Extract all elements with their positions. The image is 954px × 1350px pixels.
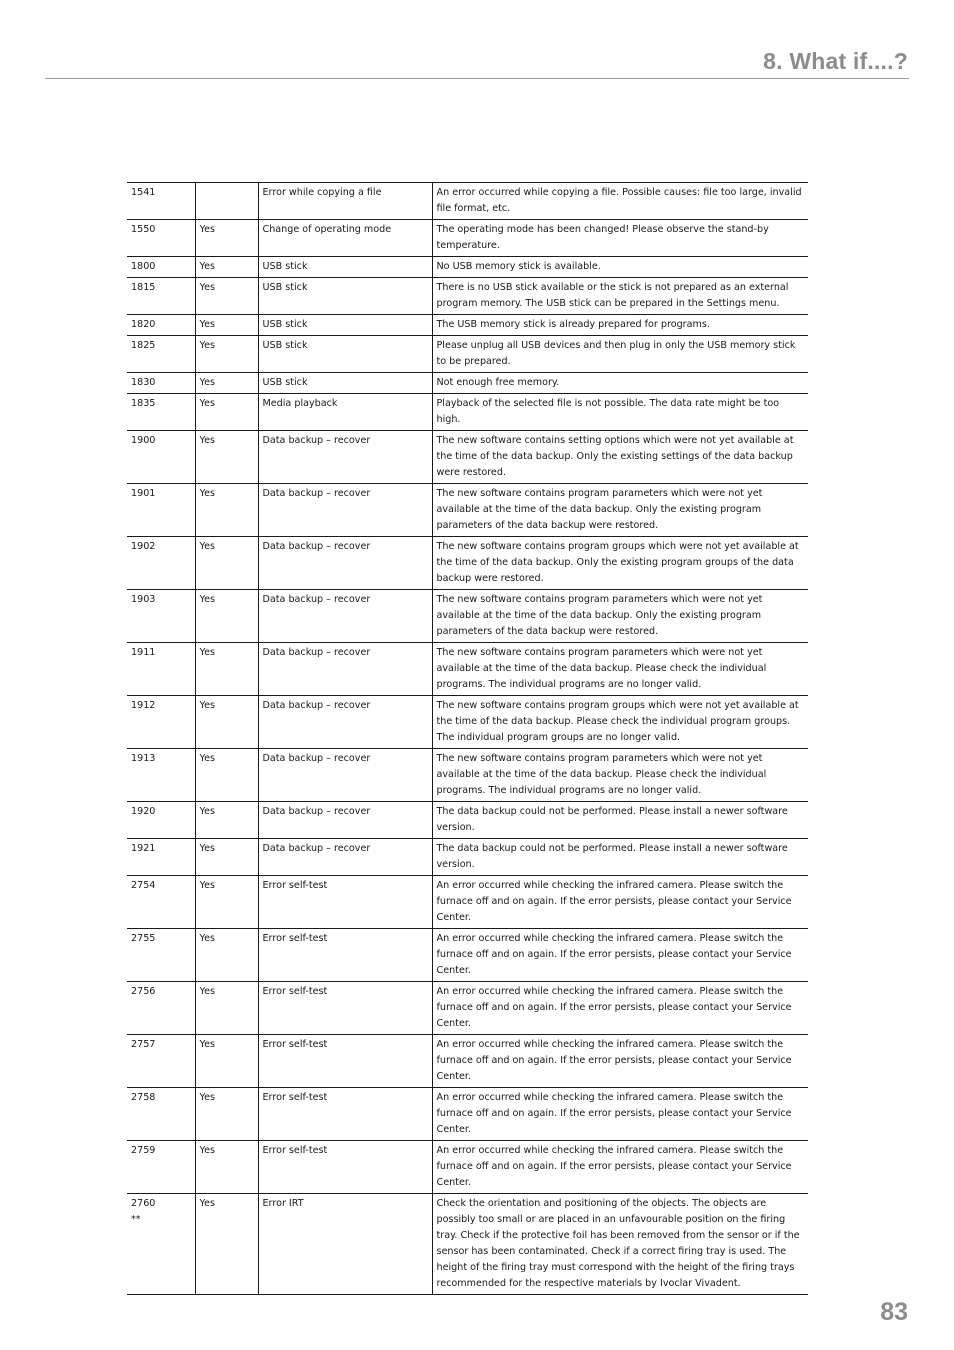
error-description-cell: An error occurred while copying a file. Possible causes: file too large, invalid file format, etc.: [432, 183, 808, 220]
table-row: [127, 839, 808, 876]
table-row: [127, 373, 808, 394]
table-row: [127, 749, 808, 802]
acknowledge-cell: Yes: [195, 643, 258, 696]
error-title-cell: Data backup – recover: [258, 431, 432, 484]
error-code-cell: [127, 394, 195, 431]
error-description-cell: The new software contains program parameters which were not yet available at the time of the data backup. Only the existing program parameters of the data backup were restored.: [432, 590, 808, 643]
table-row: [127, 278, 808, 315]
error-code-cell: [127, 643, 195, 696]
error-code: 2758: [131, 1092, 156, 1103]
error-code: 1815: [131, 282, 156, 293]
error-code-table: [127, 182, 808, 1295]
error-description-cell: An error occurred while checking the infrared camera. Please switch the furnace off and on again. If the error persists, please contact your Service Center.: [432, 1141, 808, 1194]
error-code-cell: [127, 257, 195, 278]
table-row: [127, 537, 808, 590]
error-description-cell: The new software contains program groups which were not yet available at the time of the data backup. Please check the individual program groups. The individual program groups are no longer valid.: [432, 696, 808, 749]
table-row: [127, 394, 808, 431]
error-title-cell: Error while copying a file: [258, 183, 432, 220]
error-title-cell: Data backup – recover: [258, 696, 432, 749]
acknowledge-cell: Yes: [195, 257, 258, 278]
table-row: [127, 1141, 808, 1194]
error-description-cell: Playback of the selected file is not possible. The data rate might be too high.: [432, 394, 808, 431]
error-code: 1901: [131, 488, 156, 499]
error-code: 1912: [131, 700, 156, 711]
error-code-footnote: **: [131, 1214, 141, 1225]
error-code: 2755: [131, 933, 156, 944]
table-row: [127, 929, 808, 982]
acknowledge-cell: Yes: [195, 484, 258, 537]
error-code-cell: [127, 336, 195, 373]
error-title-cell: Data backup – recover: [258, 839, 432, 876]
error-table-body: [127, 183, 808, 1295]
error-code: 2754: [131, 880, 156, 891]
error-code-cell: [127, 590, 195, 643]
error-description-cell: The data backup could not be performed. Please install a newer software version.: [432, 802, 808, 839]
error-title-cell: USB stick: [258, 373, 432, 394]
error-description-cell: An error occurred while checking the infrared camera. Please switch the furnace off and on again. If the error persists, please contact your Service Center.: [432, 1088, 808, 1141]
error-code: 2760: [131, 1198, 156, 1209]
error-code: 1902: [131, 541, 156, 552]
error-title-cell: Error self-test: [258, 982, 432, 1035]
page-title: 8. What if....?: [763, 48, 908, 74]
acknowledge-cell: Yes: [195, 336, 258, 373]
error-code: 1900: [131, 435, 156, 446]
error-title-cell: Data backup – recover: [258, 590, 432, 643]
error-title-cell: Error self-test: [258, 1035, 432, 1088]
table-row: [127, 336, 808, 373]
error-code-cell: [127, 696, 195, 749]
table-row: [127, 1194, 808, 1295]
error-title-cell: Change of operating mode: [258, 220, 432, 257]
error-title-cell: Data backup – recover: [258, 537, 432, 590]
error-title-cell: USB stick: [258, 278, 432, 315]
error-code-cell: [127, 484, 195, 537]
table-row: [127, 431, 808, 484]
error-title-cell: USB stick: [258, 315, 432, 336]
header-divider: [45, 78, 909, 79]
table-row: [127, 1035, 808, 1088]
error-title-cell: Data backup – recover: [258, 802, 432, 839]
error-code: 1913: [131, 753, 156, 764]
acknowledge-cell: Yes: [195, 1194, 258, 1295]
error-description-cell: The new software contains setting options which were not yet available at the time of the data backup. Only the existing settings of the data backup were restored.: [432, 431, 808, 484]
error-code: 1921: [131, 843, 156, 854]
error-code-cell: [127, 982, 195, 1035]
error-description-cell: An error occurred while checking the infrared camera. Please switch the furnace off and on again. If the error persists, please contact your Service Center.: [432, 1035, 808, 1088]
error-title-cell: USB stick: [258, 257, 432, 278]
error-description-cell: The new software contains program parameters which were not yet available at the time of the data backup. Only the existing program parameters of the data backup were restored.: [432, 484, 808, 537]
table-row: [127, 876, 808, 929]
acknowledge-cell: Yes: [195, 315, 258, 336]
error-code-cell: [127, 278, 195, 315]
error-title-cell: Data backup – recover: [258, 484, 432, 537]
acknowledge-cell: Yes: [195, 431, 258, 484]
table-row: [127, 696, 808, 749]
error-code-cell: [127, 876, 195, 929]
error-code: 1920: [131, 806, 156, 817]
page-number: 83: [880, 1298, 908, 1326]
error-code-cell: [127, 315, 195, 336]
table-row: [127, 590, 808, 643]
error-code: 1550: [131, 224, 156, 235]
acknowledge-cell: Yes: [195, 876, 258, 929]
error-code-cell: [127, 220, 195, 257]
error-description-cell: The USB memory stick is already prepared for programs.: [432, 315, 808, 336]
error-description-cell: The data backup could not be performed. Please install a newer software version.: [432, 839, 808, 876]
acknowledge-cell: Yes: [195, 839, 258, 876]
error-description-cell: An error occurred while checking the infrared camera. Please switch the furnace off and on again. If the error persists, please contact your Service Center.: [432, 982, 808, 1035]
table-row: [127, 183, 808, 220]
acknowledge-cell: Yes: [195, 278, 258, 315]
table-row: [127, 315, 808, 336]
error-code: 1830: [131, 377, 156, 388]
acknowledge-cell: Yes: [195, 696, 258, 749]
error-code: 1825: [131, 340, 156, 351]
error-code-cell: [127, 929, 195, 982]
error-description-cell: An error occurred while checking the infrared camera. Please switch the furnace off and on again. If the error persists, please contact your Service Center.: [432, 876, 808, 929]
table-row: [127, 982, 808, 1035]
error-code-cell: [127, 749, 195, 802]
acknowledge-cell: Yes: [195, 1035, 258, 1088]
error-code: 2759: [131, 1145, 156, 1156]
error-title-cell: Error self-test: [258, 1141, 432, 1194]
error-code: 2756: [131, 986, 156, 997]
error-description-cell: No USB memory stick is available.: [432, 257, 808, 278]
acknowledge-cell: Yes: [195, 982, 258, 1035]
error-code-cell: [127, 183, 195, 220]
table-row: [127, 802, 808, 839]
error-title-cell: Error self-test: [258, 876, 432, 929]
error-title-cell: Error self-test: [258, 929, 432, 982]
acknowledge-cell: Yes: [195, 749, 258, 802]
error-description-cell: Not enough free memory.: [432, 373, 808, 394]
error-title-cell: Data backup – recover: [258, 643, 432, 696]
error-title-cell: Error IRT: [258, 1194, 432, 1295]
table-row: [127, 257, 808, 278]
error-title-cell: Media playback: [258, 394, 432, 431]
error-code: 1541: [131, 187, 156, 198]
acknowledge-cell: Yes: [195, 1088, 258, 1141]
error-code-cell: [127, 1141, 195, 1194]
error-code-cell: [127, 802, 195, 839]
table-row: [127, 484, 808, 537]
error-code: 1800: [131, 261, 156, 272]
error-code: 1820: [131, 319, 156, 330]
acknowledge-cell: Yes: [195, 590, 258, 643]
error-code: 1903: [131, 594, 156, 605]
error-code-cell: [127, 431, 195, 484]
table-row: [127, 220, 808, 257]
error-description-cell: The new software contains program parameters which were not yet available at the time of the data backup. Please check the individual programs. The individual programs are no longer valid.: [432, 749, 808, 802]
error-description-cell: An error occurred while checking the infrared camera. Please switch the furnace off and on again. If the error persists, please contact your Service Center.: [432, 929, 808, 982]
error-code: 2757: [131, 1039, 156, 1050]
error-code-cell: [127, 1194, 195, 1295]
error-description-cell: The new software contains program parameters which were not yet available at the time of the data backup. Please check the individual programs. The individual programs are no longer valid.: [432, 643, 808, 696]
error-code: 1911: [131, 647, 156, 658]
acknowledge-cell: Yes: [195, 537, 258, 590]
error-code-cell: [127, 839, 195, 876]
error-description-cell: The operating mode has been changed! Please observe the stand-by temperature.: [432, 220, 808, 257]
acknowledge-cell: Yes: [195, 220, 258, 257]
acknowledge-cell: Yes: [195, 929, 258, 982]
table-row: [127, 643, 808, 696]
error-description-cell: The new software contains program groups which were not yet available at the time of the data backup. Only the existing program groups of the data backup were restored.: [432, 537, 808, 590]
error-description-cell: Please unplug all USB devices and then plug in only the USB memory stick to be prepared.: [432, 336, 808, 373]
acknowledge-cell: Yes: [195, 373, 258, 394]
error-description-cell: Check the orientation and positioning of the objects. The objects are possibly too small or are placed in an unfavourable position on the firing tray. Check if the protective foil has been removed from the sensor or if the sensor has been contaminated. Check if a correct firing tray is used. The height of the firing tray must correspond with the height of the firing trays recommended for the respective materials by Ivoclar Vivadent.: [432, 1194, 808, 1295]
error-code: 1835: [131, 398, 156, 409]
error-title-cell: Error self-test: [258, 1088, 432, 1141]
error-code-cell: [127, 1088, 195, 1141]
acknowledge-cell: Yes: [195, 1141, 258, 1194]
table-row: [127, 1088, 808, 1141]
acknowledge-cell: [195, 183, 258, 220]
error-code-cell: [127, 537, 195, 590]
error-description-cell: There is no USB stick available or the stick is not prepared as an external program memory. The USB stick can be prepared in the Settings menu.: [432, 278, 808, 315]
acknowledge-cell: Yes: [195, 802, 258, 839]
acknowledge-cell: Yes: [195, 394, 258, 431]
error-title-cell: Data backup – recover: [258, 749, 432, 802]
error-code-cell: [127, 1035, 195, 1088]
error-code-cell: [127, 373, 195, 394]
error-title-cell: USB stick: [258, 336, 432, 373]
